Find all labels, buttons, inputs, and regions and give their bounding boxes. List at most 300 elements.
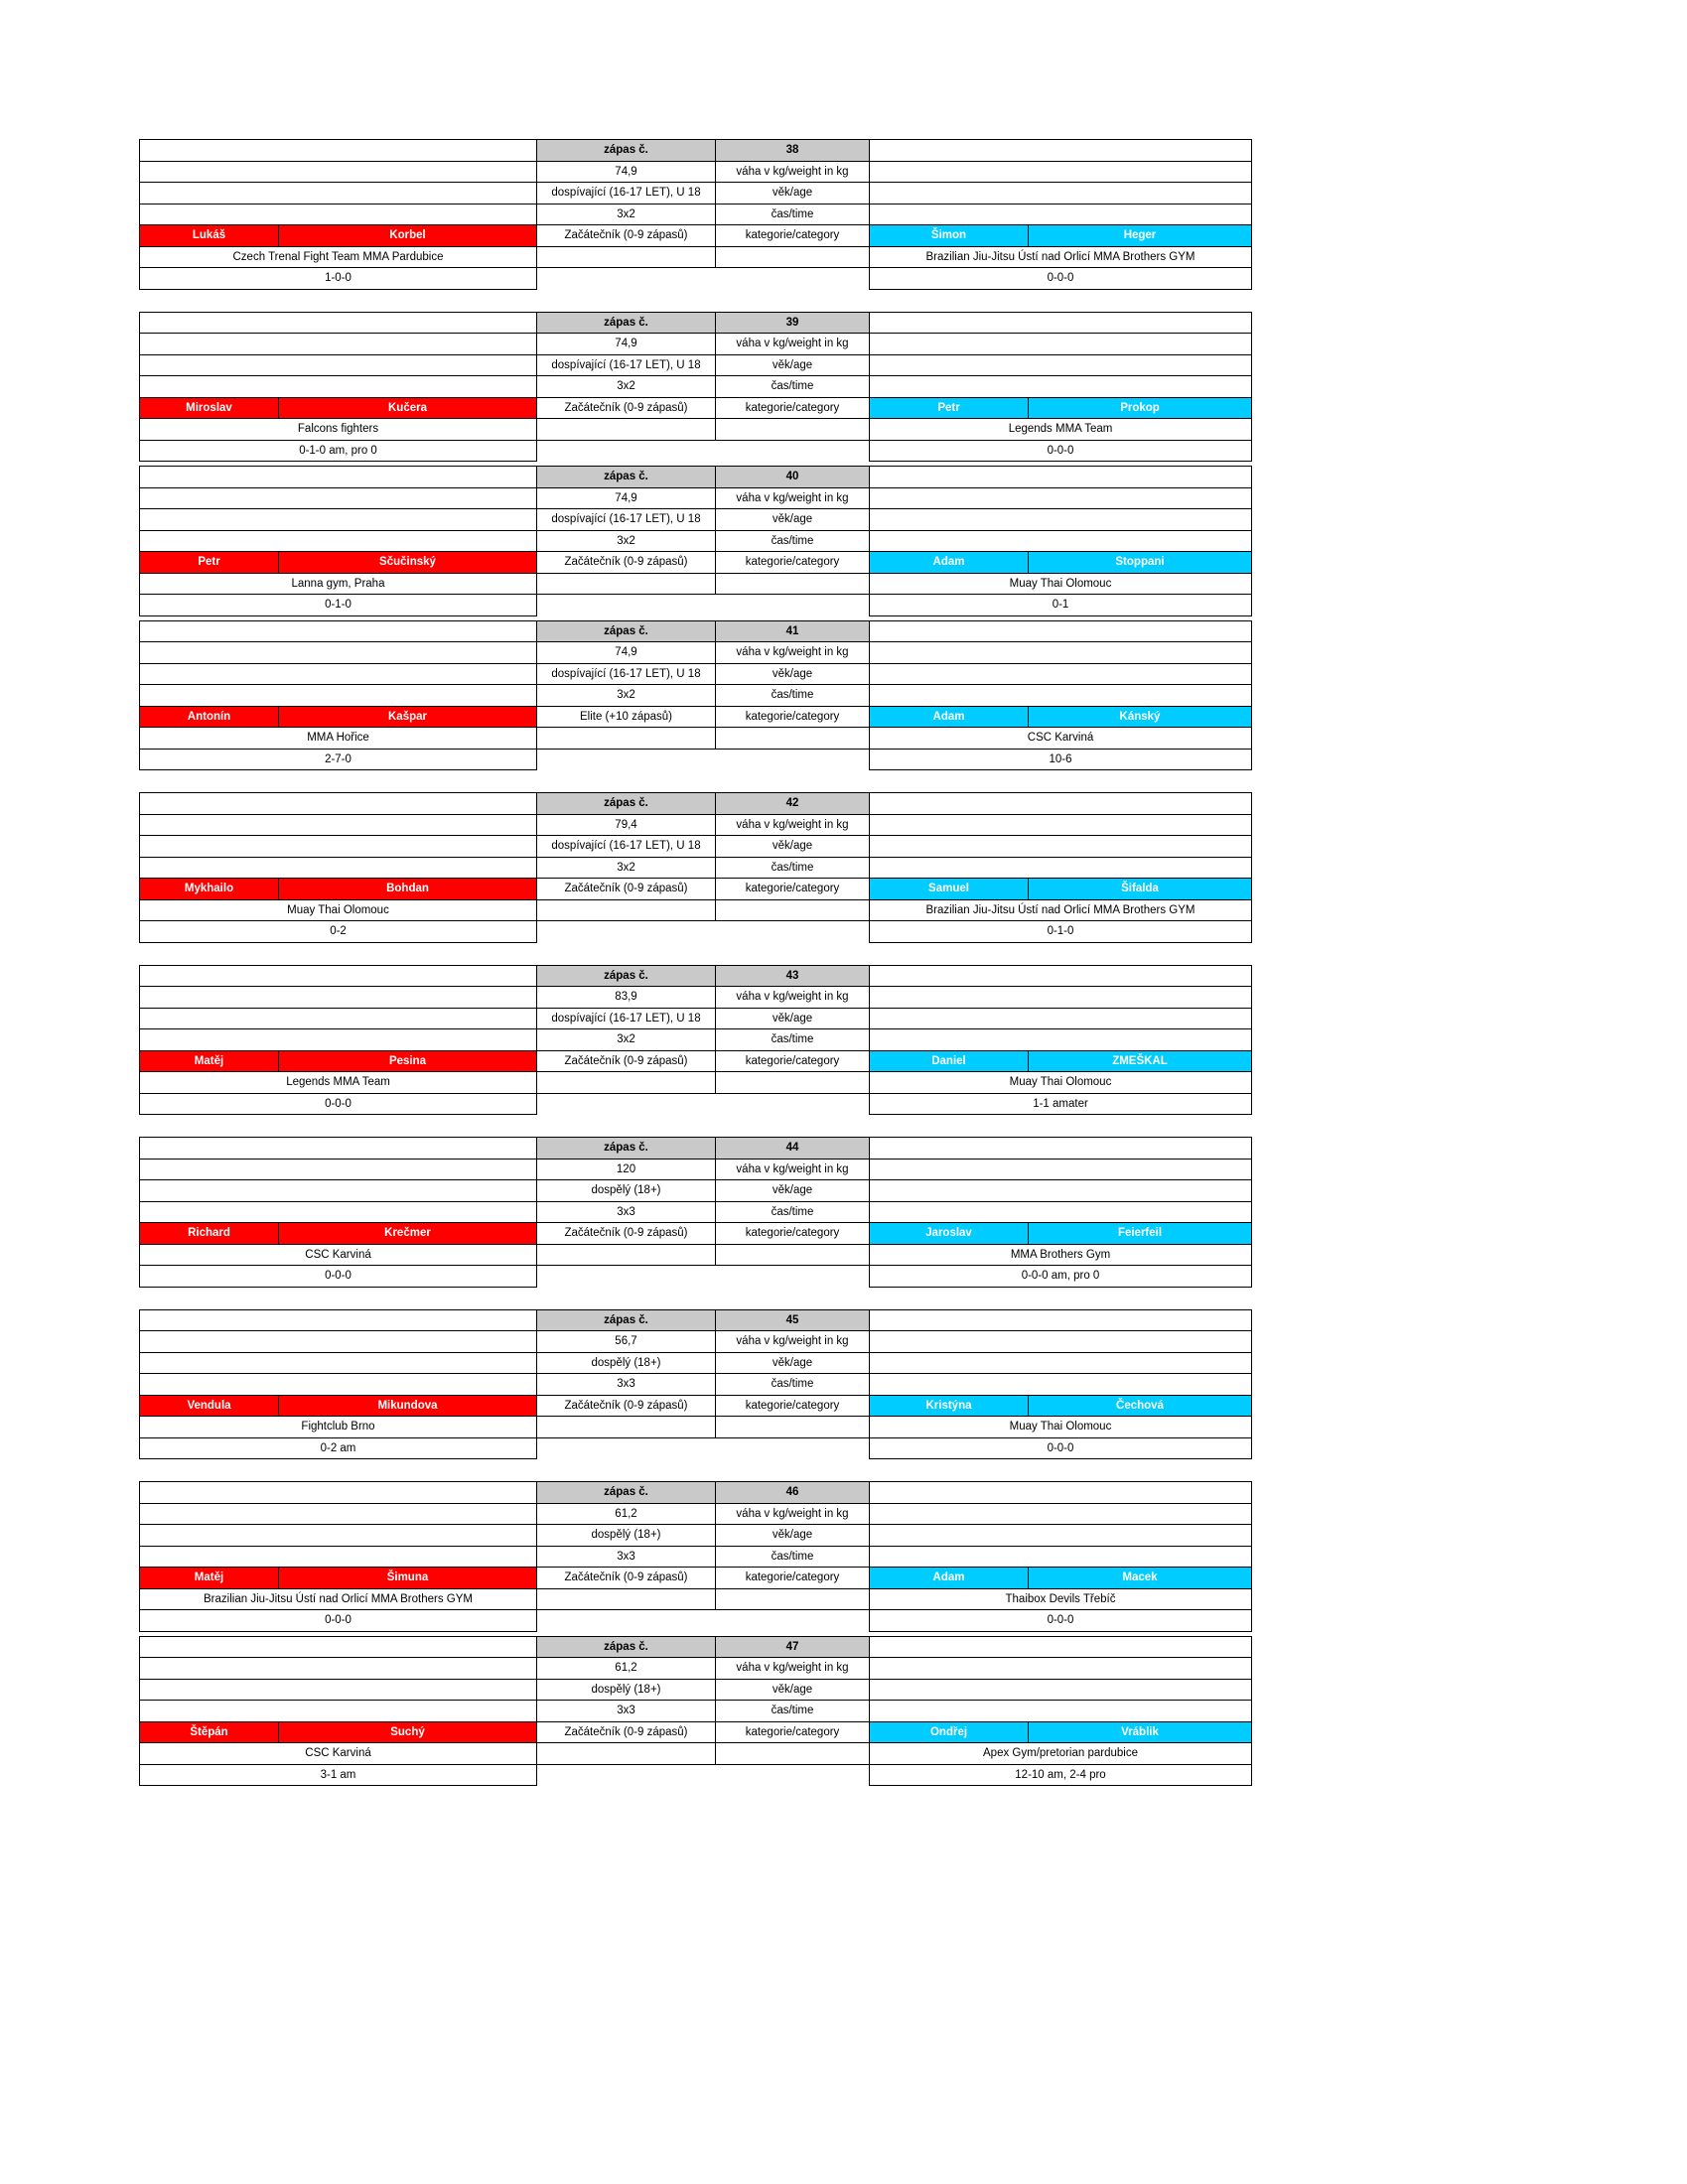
red-corner-blank bbox=[140, 354, 537, 376]
weight-row bbox=[140, 334, 1252, 355]
time-label: čas/time bbox=[716, 1546, 870, 1568]
bout-header-row bbox=[140, 965, 1252, 987]
fighter-names-row bbox=[140, 552, 1252, 574]
mid-spacer bbox=[537, 749, 716, 770]
weight-label: váha v kg/weight in kg bbox=[716, 1159, 870, 1180]
category-label: kategorie/category bbox=[716, 1395, 870, 1417]
mid-spacer bbox=[716, 595, 870, 616]
age-label: věk/age bbox=[716, 183, 870, 205]
category-label: kategorie/category bbox=[716, 706, 870, 728]
teams-row bbox=[140, 573, 1252, 595]
age-value: dospělý (18+) bbox=[537, 1180, 716, 1202]
time-value: 3x2 bbox=[537, 685, 716, 707]
blue-fighter-record: 10-6 bbox=[870, 749, 1252, 770]
bout-table bbox=[139, 466, 1252, 616]
blue-corner-blank bbox=[870, 467, 1252, 488]
weight-value: 56,7 bbox=[537, 1331, 716, 1353]
bout-number-value: 47 bbox=[716, 1636, 870, 1658]
mid-blank bbox=[537, 246, 716, 268]
mid-blank bbox=[537, 419, 716, 441]
mid-spacer bbox=[537, 440, 716, 462]
blue-fighter-firstname: Kristýna bbox=[870, 1395, 1029, 1417]
weight-row bbox=[140, 161, 1252, 183]
red-fighter-team: CSC Karviná bbox=[140, 1743, 537, 1765]
bout-number-value: 38 bbox=[716, 140, 870, 162]
red-corner-blank bbox=[140, 1374, 537, 1396]
bout-number-label: zápas č. bbox=[537, 312, 716, 334]
teams-row bbox=[140, 1743, 1252, 1765]
red-fighter-team: Falcons fighters bbox=[140, 419, 537, 441]
blue-corner-blank bbox=[870, 1374, 1252, 1396]
mid-blank bbox=[716, 899, 870, 921]
blue-fighter-lastname: Heger bbox=[1029, 225, 1252, 247]
age-value: dospívající (16-17 LET), U 18 bbox=[537, 183, 716, 205]
teams-row bbox=[140, 419, 1252, 441]
mid-spacer bbox=[537, 595, 716, 616]
red-corner-blank bbox=[140, 1159, 537, 1180]
red-corner-blank bbox=[140, 140, 537, 162]
red-corner-blank bbox=[140, 814, 537, 836]
mid-spacer bbox=[716, 921, 870, 943]
weight-label: váha v kg/weight in kg bbox=[716, 1503, 870, 1525]
red-fighter-lastname: Krečmer bbox=[279, 1223, 537, 1245]
mid-spacer bbox=[537, 268, 716, 290]
bout-table bbox=[139, 1309, 1252, 1460]
red-fighter-team: Legends MMA Team bbox=[140, 1072, 537, 1094]
category-value: Začátečník (0-9 zápasů) bbox=[537, 225, 716, 247]
time-label: čas/time bbox=[716, 1201, 870, 1223]
mid-blank bbox=[716, 1072, 870, 1094]
records-row bbox=[140, 749, 1252, 770]
red-corner-blank bbox=[140, 965, 537, 987]
mid-spacer bbox=[716, 268, 870, 290]
mid-blank bbox=[716, 1417, 870, 1438]
time-value: 3x2 bbox=[537, 530, 716, 552]
category-value: Začátečník (0-9 zápasů) bbox=[537, 1721, 716, 1743]
bout-table bbox=[139, 965, 1252, 1116]
red-fighter-lastname: Kašpar bbox=[279, 706, 537, 728]
age-row bbox=[140, 1008, 1252, 1029]
mid-spacer bbox=[716, 1437, 870, 1459]
bout-gap bbox=[139, 1459, 1251, 1481]
teams-row bbox=[140, 728, 1252, 750]
time-label: čas/time bbox=[716, 530, 870, 552]
bout-gap bbox=[139, 770, 1251, 792]
weight-row bbox=[140, 487, 1252, 509]
red-fighter-firstname: Mykhailo bbox=[140, 879, 279, 900]
age-row bbox=[140, 1679, 1252, 1701]
time-row bbox=[140, 1201, 1252, 1223]
blue-fighter-firstname: Adam bbox=[870, 706, 1029, 728]
age-value: dospívající (16-17 LET), U 18 bbox=[537, 836, 716, 858]
time-value: 3x3 bbox=[537, 1701, 716, 1722]
time-row bbox=[140, 204, 1252, 225]
age-label: věk/age bbox=[716, 1679, 870, 1701]
blue-fighter-record: 0-0-0 am, pro 0 bbox=[870, 1266, 1252, 1288]
bout-table bbox=[139, 1481, 1252, 1632]
red-fighter-record: 0-1-0 bbox=[140, 595, 537, 616]
red-fighter-record: 1-0-0 bbox=[140, 268, 537, 290]
red-fighter-firstname: Lukáš bbox=[140, 225, 279, 247]
red-fighter-lastname: Šimuna bbox=[279, 1568, 537, 1589]
bout-gap bbox=[139, 943, 1251, 965]
bout-gap bbox=[139, 1115, 1251, 1137]
category-value: Začátečník (0-9 zápasů) bbox=[537, 879, 716, 900]
blue-fighter-team: Legends MMA Team bbox=[870, 419, 1252, 441]
red-corner-blank bbox=[140, 1546, 537, 1568]
weight-label: váha v kg/weight in kg bbox=[716, 642, 870, 664]
mid-blank bbox=[537, 1072, 716, 1094]
red-fighter-lastname: Kučera bbox=[279, 397, 537, 419]
weight-value: 61,2 bbox=[537, 1503, 716, 1525]
category-value: Začátečník (0-9 zápasů) bbox=[537, 552, 716, 574]
blue-fighter-team: CSC Karviná bbox=[870, 728, 1252, 750]
mid-blank bbox=[716, 1588, 870, 1610]
bout-number-value: 44 bbox=[716, 1138, 870, 1160]
blue-fighter-firstname: Samuel bbox=[870, 879, 1029, 900]
red-corner-blank bbox=[140, 530, 537, 552]
red-corner-blank bbox=[140, 1636, 537, 1658]
age-value: dospívající (16-17 LET), U 18 bbox=[537, 1008, 716, 1029]
bout-header-row bbox=[140, 312, 1252, 334]
time-label: čas/time bbox=[716, 1701, 870, 1722]
bout-table bbox=[139, 312, 1252, 463]
age-row bbox=[140, 1352, 1252, 1374]
bout-header-row bbox=[140, 620, 1252, 642]
blue-fighter-team: Brazilian Jiu-Jitsu Ústí nad Orlicí MMA Brothers GYM bbox=[870, 246, 1252, 268]
blue-corner-blank bbox=[870, 1331, 1252, 1353]
bout-header-row bbox=[140, 1636, 1252, 1658]
age-row bbox=[140, 354, 1252, 376]
weight-value: 74,9 bbox=[537, 487, 716, 509]
bout-header-row bbox=[140, 140, 1252, 162]
time-label: čas/time bbox=[716, 1029, 870, 1051]
red-fighter-team: MMA Hořice bbox=[140, 728, 537, 750]
mid-spacer bbox=[716, 1610, 870, 1632]
blue-fighter-record: 0-0-0 bbox=[870, 440, 1252, 462]
mid-blank bbox=[537, 1588, 716, 1610]
red-corner-blank bbox=[140, 987, 537, 1009]
category-value: Začátečník (0-9 zápasů) bbox=[537, 1050, 716, 1072]
category-value: Začátečník (0-9 zápasů) bbox=[537, 1395, 716, 1417]
blue-fighter-lastname: Stoppani bbox=[1029, 552, 1252, 574]
blue-corner-blank bbox=[870, 620, 1252, 642]
bout-number-value: 45 bbox=[716, 1309, 870, 1331]
time-value: 3x2 bbox=[537, 376, 716, 398]
red-corner-blank bbox=[140, 204, 537, 225]
red-fighter-firstname: Matěj bbox=[140, 1568, 279, 1589]
red-corner-blank bbox=[140, 334, 537, 355]
red-corner-blank bbox=[140, 793, 537, 815]
blue-corner-blank bbox=[870, 1658, 1252, 1680]
red-corner-blank bbox=[140, 620, 537, 642]
red-corner-blank bbox=[140, 663, 537, 685]
blue-corner-blank bbox=[870, 857, 1252, 879]
blue-fighter-lastname: Feierfeil bbox=[1029, 1223, 1252, 1245]
fighter-names-row bbox=[140, 1568, 1252, 1589]
blue-fighter-team: Muay Thai Olomouc bbox=[870, 1417, 1252, 1438]
mid-blank bbox=[537, 728, 716, 750]
blue-corner-blank bbox=[870, 1503, 1252, 1525]
red-fighter-team: Fightclub Brno bbox=[140, 1417, 537, 1438]
age-label: věk/age bbox=[716, 1352, 870, 1374]
age-label: věk/age bbox=[716, 509, 870, 531]
blue-corner-blank bbox=[870, 836, 1252, 858]
red-fighter-record: 0-0-0 bbox=[140, 1266, 537, 1288]
time-row bbox=[140, 1546, 1252, 1568]
blue-fighter-record: 0-1-0 bbox=[870, 921, 1252, 943]
category-label: kategorie/category bbox=[716, 1223, 870, 1245]
blue-corner-blank bbox=[870, 663, 1252, 685]
records-row bbox=[140, 595, 1252, 616]
red-fighter-lastname: Bohdan bbox=[279, 879, 537, 900]
records-row bbox=[140, 1093, 1252, 1115]
teams-row bbox=[140, 1417, 1252, 1438]
red-fighter-team: Brazilian Jiu-Jitsu Ústí nad Orlicí MMA Brothers GYM bbox=[140, 1588, 537, 1610]
blue-fighter-record: 0-0-0 bbox=[870, 1437, 1252, 1459]
red-corner-blank bbox=[140, 642, 537, 664]
bout-header-row bbox=[140, 1482, 1252, 1504]
bout-number-value: 43 bbox=[716, 965, 870, 987]
red-corner-blank bbox=[140, 1180, 537, 1202]
blue-fighter-firstname: Petr bbox=[870, 397, 1029, 419]
records-row bbox=[140, 1437, 1252, 1459]
age-row bbox=[140, 183, 1252, 205]
blue-corner-blank bbox=[870, 1482, 1252, 1504]
age-label: věk/age bbox=[716, 354, 870, 376]
time-row bbox=[140, 1374, 1252, 1396]
red-fighter-record: 0-2 am bbox=[140, 1437, 537, 1459]
blue-corner-blank bbox=[870, 685, 1252, 707]
bout-gap bbox=[139, 1288, 1251, 1309]
mid-spacer bbox=[537, 1437, 716, 1459]
red-fighter-lastname: Pesina bbox=[279, 1050, 537, 1072]
blue-corner-blank bbox=[870, 1159, 1252, 1180]
bout-table bbox=[139, 792, 1252, 943]
red-fighter-record: 0-2 bbox=[140, 921, 537, 943]
weight-row bbox=[140, 1159, 1252, 1180]
red-fighter-firstname: Vendula bbox=[140, 1395, 279, 1417]
age-value: dospělý (18+) bbox=[537, 1525, 716, 1547]
blue-fighter-team: Muay Thai Olomouc bbox=[870, 573, 1252, 595]
mid-spacer bbox=[537, 1266, 716, 1288]
weight-row bbox=[140, 1331, 1252, 1353]
records-row bbox=[140, 1610, 1252, 1632]
bout-number-value: 42 bbox=[716, 793, 870, 815]
category-value: Elite (+10 zápasů) bbox=[537, 706, 716, 728]
age-row bbox=[140, 509, 1252, 531]
weight-row bbox=[140, 814, 1252, 836]
fighter-names-row bbox=[140, 225, 1252, 247]
red-corner-blank bbox=[140, 1309, 537, 1331]
time-row bbox=[140, 1029, 1252, 1051]
red-corner-blank bbox=[140, 1701, 537, 1722]
blue-fighter-team: Brazilian Jiu-Jitsu Ústí nad Orlicí MMA Brothers GYM bbox=[870, 899, 1252, 921]
red-corner-blank bbox=[140, 1352, 537, 1374]
blue-fighter-team: Apex Gym/pretorian pardubice bbox=[870, 1743, 1252, 1765]
blue-fighter-team: MMA Brothers Gym bbox=[870, 1244, 1252, 1266]
bout-header-row bbox=[140, 467, 1252, 488]
age-label: věk/age bbox=[716, 663, 870, 685]
mid-spacer bbox=[537, 1610, 716, 1632]
blue-fighter-lastname: Macek bbox=[1029, 1568, 1252, 1589]
blue-corner-blank bbox=[870, 1138, 1252, 1160]
blue-fighter-lastname: Čechová bbox=[1029, 1395, 1252, 1417]
blue-corner-blank bbox=[870, 1029, 1252, 1051]
time-row bbox=[140, 857, 1252, 879]
records-row bbox=[140, 1764, 1252, 1786]
weight-label: váha v kg/weight in kg bbox=[716, 814, 870, 836]
fighter-names-row bbox=[140, 706, 1252, 728]
red-corner-blank bbox=[140, 509, 537, 531]
mid-spacer bbox=[716, 1764, 870, 1786]
red-corner-blank bbox=[140, 161, 537, 183]
age-label: věk/age bbox=[716, 1180, 870, 1202]
red-corner-blank bbox=[140, 467, 537, 488]
age-value: dospělý (18+) bbox=[537, 1352, 716, 1374]
mid-blank bbox=[537, 899, 716, 921]
blue-corner-blank bbox=[870, 642, 1252, 664]
weight-row bbox=[140, 1658, 1252, 1680]
blue-fighter-firstname: Daniel bbox=[870, 1050, 1029, 1072]
red-corner-blank bbox=[140, 1201, 537, 1223]
time-value: 3x2 bbox=[537, 204, 716, 225]
bout-table bbox=[139, 1636, 1252, 1787]
time-value: 3x3 bbox=[537, 1546, 716, 1568]
blue-fighter-team: Muay Thai Olomouc bbox=[870, 1072, 1252, 1094]
red-corner-blank bbox=[140, 1029, 537, 1051]
weight-value: 120 bbox=[537, 1159, 716, 1180]
teams-row bbox=[140, 1588, 1252, 1610]
blue-corner-blank bbox=[870, 1525, 1252, 1547]
mid-blank bbox=[716, 728, 870, 750]
blue-corner-blank bbox=[870, 1701, 1252, 1722]
blue-fighter-firstname: Adam bbox=[870, 552, 1029, 574]
time-value: 3x3 bbox=[537, 1374, 716, 1396]
red-corner-blank bbox=[140, 1679, 537, 1701]
blue-corner-blank bbox=[870, 1636, 1252, 1658]
bout-list bbox=[139, 139, 1251, 1786]
weight-label: váha v kg/weight in kg bbox=[716, 487, 870, 509]
mid-spacer bbox=[716, 1093, 870, 1115]
red-fighter-firstname: Matěj bbox=[140, 1050, 279, 1072]
blue-fighter-lastname: Šifalda bbox=[1029, 879, 1252, 900]
time-row bbox=[140, 1701, 1252, 1722]
age-value: dospívající (16-17 LET), U 18 bbox=[537, 354, 716, 376]
bout-number-label: zápas č. bbox=[537, 620, 716, 642]
red-fighter-record: 0-0-0 bbox=[140, 1610, 537, 1632]
mid-spacer bbox=[537, 1093, 716, 1115]
time-value: 3x2 bbox=[537, 857, 716, 879]
blue-fighter-firstname: Šimon bbox=[870, 225, 1029, 247]
fighter-names-row bbox=[140, 1721, 1252, 1743]
weight-label: váha v kg/weight in kg bbox=[716, 161, 870, 183]
blue-fighter-lastname: Kánský bbox=[1029, 706, 1252, 728]
records-row bbox=[140, 440, 1252, 462]
bout-number-label: zápas č. bbox=[537, 1309, 716, 1331]
weight-value: 79,4 bbox=[537, 814, 716, 836]
weight-value: 74,9 bbox=[537, 161, 716, 183]
blue-corner-blank bbox=[870, 793, 1252, 815]
weight-row bbox=[140, 987, 1252, 1009]
weight-value: 61,2 bbox=[537, 1658, 716, 1680]
mid-blank bbox=[537, 1417, 716, 1438]
red-corner-blank bbox=[140, 1525, 537, 1547]
time-row bbox=[140, 376, 1252, 398]
red-fighter-record: 0-1-0 am, pro 0 bbox=[140, 440, 537, 462]
records-row bbox=[140, 1266, 1252, 1288]
red-corner-blank bbox=[140, 857, 537, 879]
red-fighter-lastname: Mikundova bbox=[279, 1395, 537, 1417]
blue-corner-blank bbox=[870, 1352, 1252, 1374]
bout-number-label: zápas č. bbox=[537, 1138, 716, 1160]
mid-spacer bbox=[716, 440, 870, 462]
blue-corner-blank bbox=[870, 965, 1252, 987]
blue-corner-blank bbox=[870, 161, 1252, 183]
blue-corner-blank bbox=[870, 354, 1252, 376]
age-label: věk/age bbox=[716, 836, 870, 858]
category-label: kategorie/category bbox=[716, 1568, 870, 1589]
bout-gap bbox=[139, 290, 1251, 312]
red-fighter-lastname: Suchý bbox=[279, 1721, 537, 1743]
blue-fighter-record: 0-0-0 bbox=[870, 1610, 1252, 1632]
blue-corner-blank bbox=[870, 487, 1252, 509]
teams-row bbox=[140, 1072, 1252, 1094]
mid-blank bbox=[716, 1244, 870, 1266]
blue-corner-blank bbox=[870, 1008, 1252, 1029]
blue-corner-blank bbox=[870, 312, 1252, 334]
mid-blank bbox=[537, 573, 716, 595]
weight-row bbox=[140, 1503, 1252, 1525]
weight-value: 74,9 bbox=[537, 334, 716, 355]
blue-corner-blank bbox=[870, 987, 1252, 1009]
bout-number-label: zápas č. bbox=[537, 140, 716, 162]
category-label: kategorie/category bbox=[716, 552, 870, 574]
red-fighter-record: 0-0-0 bbox=[140, 1093, 537, 1115]
blue-corner-blank bbox=[870, 204, 1252, 225]
bout-table bbox=[139, 139, 1252, 290]
fighter-names-row bbox=[140, 1395, 1252, 1417]
blue-fighter-record: 0-1 bbox=[870, 595, 1252, 616]
red-fighter-lastname: Sčučinský bbox=[279, 552, 537, 574]
bout-number-label: zápas č. bbox=[537, 1482, 716, 1504]
category-label: kategorie/category bbox=[716, 1721, 870, 1743]
teams-row bbox=[140, 899, 1252, 921]
bout-number-value: 46 bbox=[716, 1482, 870, 1504]
red-fighter-team: Lanna gym, Praha bbox=[140, 573, 537, 595]
red-corner-blank bbox=[140, 376, 537, 398]
mid-blank bbox=[716, 419, 870, 441]
red-corner-blank bbox=[140, 312, 537, 334]
category-label: kategorie/category bbox=[716, 225, 870, 247]
blue-fighter-lastname: ZMEŠKAL bbox=[1029, 1050, 1252, 1072]
blue-fighter-team: Thaibox Devils Třebíč bbox=[870, 1588, 1252, 1610]
bout-number-value: 39 bbox=[716, 312, 870, 334]
records-row bbox=[140, 921, 1252, 943]
category-value: Začátečník (0-9 zápasů) bbox=[537, 397, 716, 419]
bout-number-label: zápas č. bbox=[537, 965, 716, 987]
red-corner-blank bbox=[140, 183, 537, 205]
time-label: čas/time bbox=[716, 685, 870, 707]
category-value: Začátečník (0-9 zápasů) bbox=[537, 1223, 716, 1245]
records-row bbox=[140, 268, 1252, 290]
bout-number-label: zápas č. bbox=[537, 1636, 716, 1658]
mid-spacer bbox=[537, 1764, 716, 1786]
red-fighter-team: Muay Thai Olomouc bbox=[140, 899, 537, 921]
blue-fighter-record: 1-1 amater bbox=[870, 1093, 1252, 1115]
red-fighter-firstname: Richard bbox=[140, 1223, 279, 1245]
time-value: 3x2 bbox=[537, 1029, 716, 1051]
